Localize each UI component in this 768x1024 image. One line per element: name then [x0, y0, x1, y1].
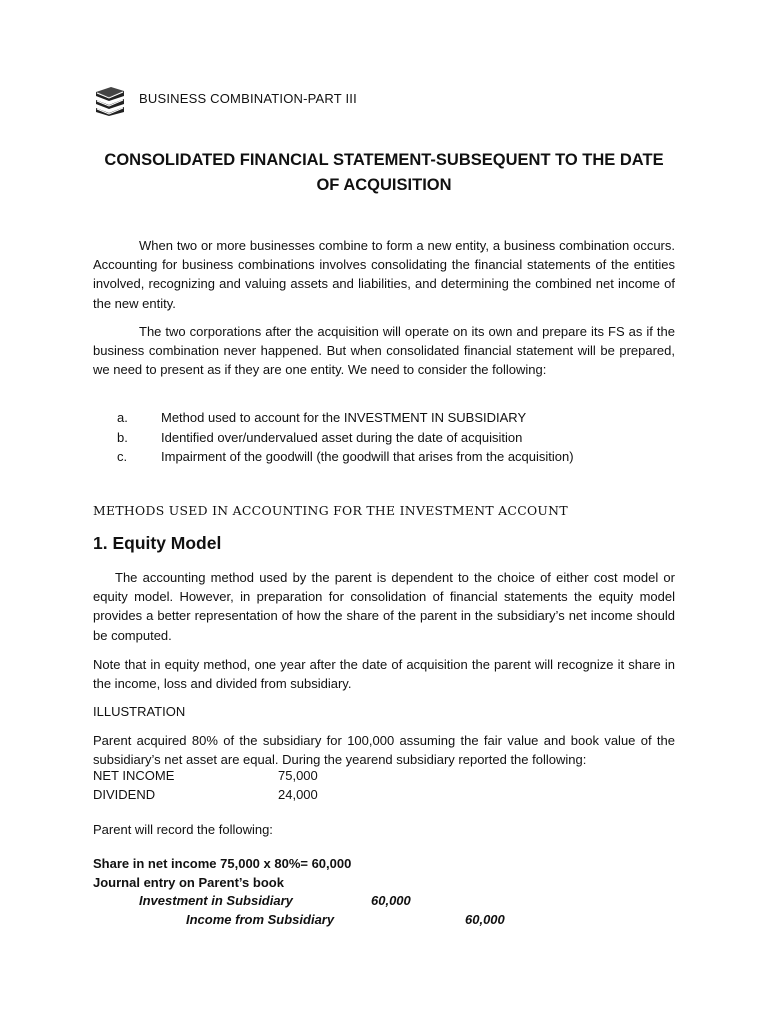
equity-model-paragraph: The accounting method used by the parent is dependent to the choice of either cost model or equity model. However, in preparation for consolidation of financial statements the equity model provides a better representation of how the share of the parent in the subsidiary’s net income should be computed. — [93, 570, 675, 643]
figure-value: 75,000 — [278, 768, 318, 783]
title-line-2: OF ACQUISITION — [316, 176, 452, 194]
list-item — [93, 447, 675, 467]
list-marker: b. — [117, 429, 128, 445]
list-marker: a. — [117, 410, 128, 425]
document-header — [93, 86, 357, 116]
debit-account: Investment in Subsidiary — [139, 893, 293, 908]
list-item — [93, 408, 675, 428]
intro-paragraph: When two or more businesses combine to form a new entity, a business combination occurs. Accounting for business combinations involves consolidating the financial statements of the entities involved, recognizing and valuing assets and liabilities, and determining the combined net income of the new entity. — [93, 238, 675, 311]
methods-heading: METHODS USED IN ACCOUNTING FOR THE INVESTMENT ACCOUNT — [93, 503, 568, 518]
figure-row — [93, 768, 318, 783]
document-title — [93, 148, 675, 198]
journal-label: Journal entry on Parent’s book — [93, 875, 284, 890]
header-title: BUSINESS COMBINATION-PART III — [139, 90, 357, 106]
title-line-1: CONSOLIDATED FINANCIAL STATEMENT-SUBSEQUENT TO THE DATE — [104, 151, 664, 169]
list-item-text: Identified over/undervalued asset during the date of acquisition — [161, 429, 523, 445]
share-computation: Share in net income 75,000 x 80%= 60,000 — [93, 856, 352, 871]
list-item-text: Method used to account for the INVESTMENT IN SUBSIDIARY — [161, 410, 527, 425]
figure-row — [93, 787, 318, 802]
figure-label: NET INCOME — [93, 768, 175, 783]
debit-amount: 60,000 — [371, 893, 411, 908]
section-heading: 1. Equity Model — [93, 533, 222, 553]
figure-value: 24,000 — [278, 787, 318, 802]
illustration-label: ILLUSTRATION — [93, 704, 186, 719]
list-item — [93, 428, 675, 448]
note-paragraph: Note that in equity method, one year after the date of acquisition the parent will recognize it share in the income, loss and divided from subsidiary. — [93, 657, 675, 692]
record-intro: Parent will record the following: — [93, 822, 273, 837]
consolidation-paragraph: The two corporations after the acquisition will operate on its own and prepare its FS as if the business combination never happened. But when consolidated financial statement will be prepared, we need to present as if they are one entity. We need to consider the following: — [93, 324, 675, 378]
considerations-list — [93, 408, 675, 467]
list-item-text: Impairment of the goodwill (the goodwill that arises from the acquisition) — [161, 449, 574, 464]
credit-account: Income from Subsidiary — [186, 912, 335, 927]
list-marker: c. — [117, 449, 128, 464]
illustration-paragraph: Parent acquired 80% of the subsidiary for 100,000 assuming the fair value and book value of the subsidiary’s net asset are equal. During the yearend subsidiary reported the following: — [93, 733, 675, 768]
books-icon — [93, 86, 127, 116]
credit-amount: 60,000 — [465, 912, 505, 927]
figure-label: DIVIDEND — [93, 787, 156, 802]
